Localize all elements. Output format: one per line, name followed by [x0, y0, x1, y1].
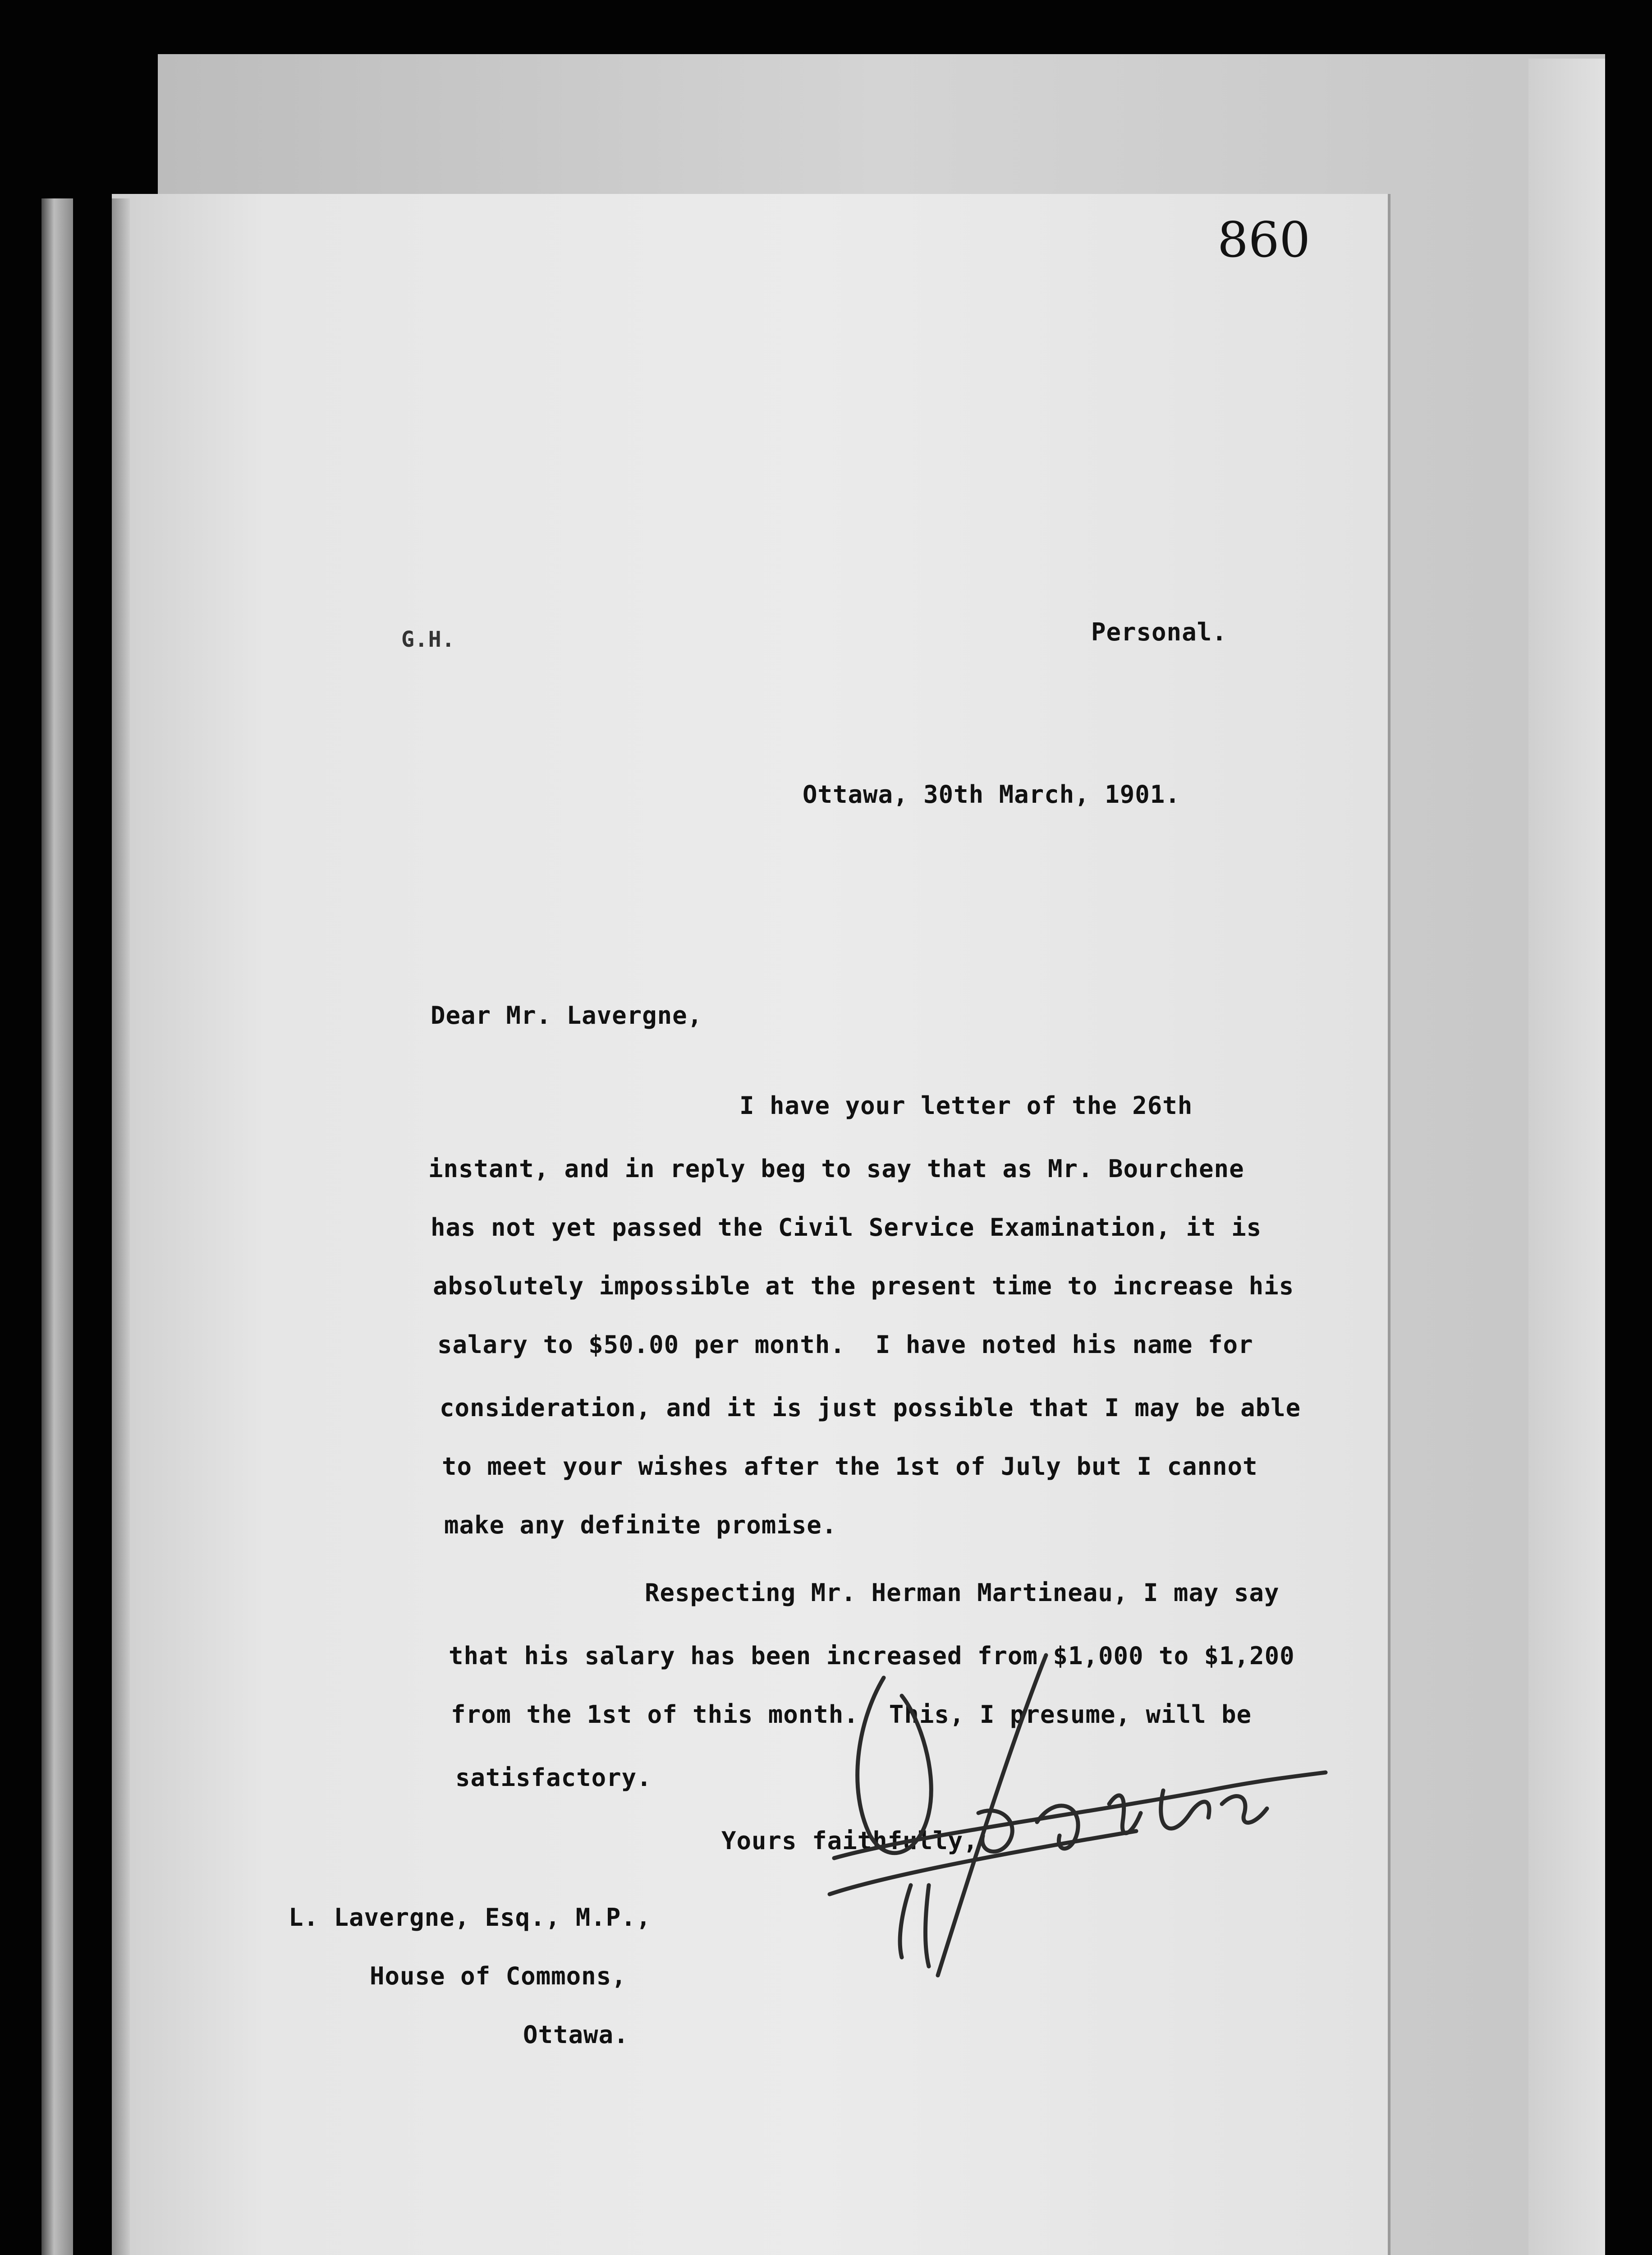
recipient-name: L. Lavergne, Esq., M.P.,	[289, 1903, 652, 1932]
body-line: Respecting Mr. Herman Martineau, I may say	[645, 1578, 1280, 1607]
typist-initials: G.H.	[401, 627, 455, 652]
body-line: consideration, and it is just possible that I may be able	[440, 1394, 1301, 1422]
closing: Yours faithfully,	[721, 1827, 978, 1855]
body-line: salary to $50.00 per month. I have noted his name for	[437, 1330, 1253, 1359]
film-edge-strip	[41, 198, 73, 2255]
salutation: Dear Mr. Lavergne,	[431, 1001, 703, 1030]
recipient-city: Ottawa.	[523, 2020, 629, 2049]
body-line: make any definite promise.	[444, 1511, 837, 1539]
body-line: to meet your wishes after the 1st of July but I cannot	[442, 1452, 1258, 1481]
body-line: instant, and in reply beg to say that as Mr. Bourchene	[428, 1155, 1244, 1183]
recipient-address: House of Commons,	[370, 1962, 627, 1990]
personal-marking: Personal.	[1091, 618, 1227, 646]
body-line: from the 1st of this month. This, I presume, will be	[451, 1700, 1252, 1729]
body-line: I have your letter of the 26th	[739, 1091, 1193, 1120]
back-sheet-edge	[1528, 59, 1605, 2255]
handwritten-signature	[766, 1642, 1375, 1993]
body-line: has not yet passed the Civil Service Examination, it is	[431, 1213, 1262, 1242]
letter-page-edge	[112, 198, 130, 2255]
body-line: satisfactory.	[455, 1763, 652, 1792]
page-number: 860	[1217, 212, 1311, 268]
body-line: absolutely impossible at the present time to increase his	[433, 1272, 1294, 1300]
body-line: that his salary has been increased from $1,000 to $1,200	[449, 1642, 1295, 1670]
date-line: Ottawa, 30th March, 1901.	[803, 780, 1180, 809]
